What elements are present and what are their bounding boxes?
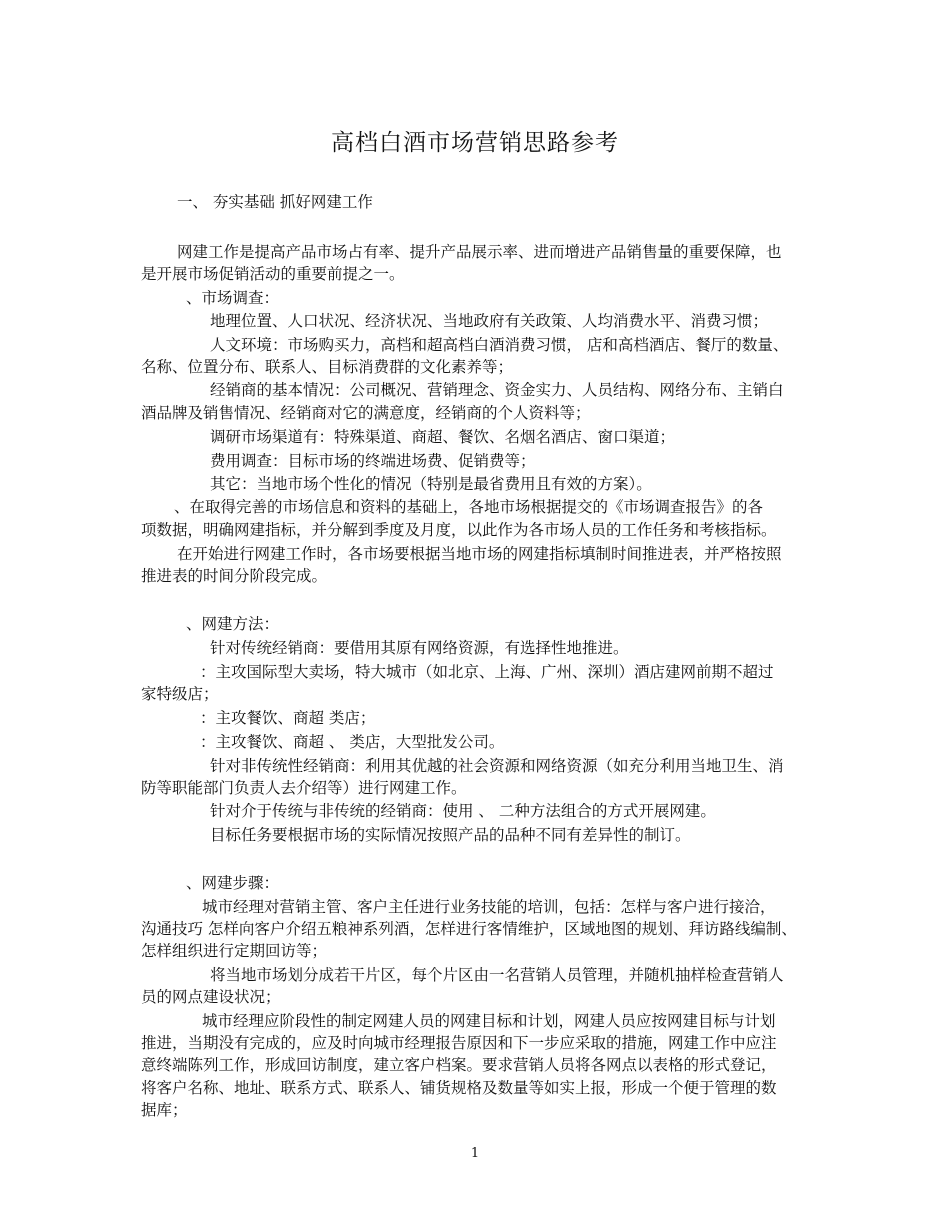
paragraph-line: ：主攻国际型大卖场，特大城市（如北京、上海、广州、深圳）酒店建网前期不超过 bbox=[200, 663, 774, 681]
subheading-market-survey: 、市场调查： bbox=[186, 289, 280, 307]
paragraph-line: 城市经理应阶段性的制定网建人员的网建目标和计划，网建人员应按网建目标与计划 bbox=[202, 1012, 776, 1030]
paragraph-line: 在开始进行网建工作时，各市场要根据当地市场的网建指标填制时间推进表，并严格按照 bbox=[177, 545, 782, 563]
paragraph-line: 针对传统经销商：要借用其原有网络资源，有选择性地推进。 bbox=[210, 639, 629, 657]
paragraph-line: 怎样组织进行定期回访等； bbox=[141, 942, 328, 960]
paragraph-line: 名称、位置分布、联系人、目标消费群的文化素养等； bbox=[141, 358, 514, 376]
paragraph-line: 费用调查：目标市场的终端进场费、促销费等； bbox=[210, 452, 536, 470]
paragraph-line: 针对介于传统与非传统的经销商：使用 、 二种方法组合的方式开展网建。 bbox=[210, 802, 716, 820]
paragraph-line: 调研市场渠道有：特殊渠道、商超、餐饮、名烟名酒店、窗口渠道； bbox=[210, 428, 676, 446]
paragraph-line: 针对非传统性经销商：利用其优越的社会资源和网络资源（如充分利用当地卫生、消 bbox=[210, 757, 784, 775]
paragraph-line: 、在取得完善的市场信息和资料的基础上，各地市场根据提交的《市场调查报告》的各 bbox=[174, 498, 764, 516]
subheading-network-steps: 、网建步骤： bbox=[186, 874, 280, 892]
paragraph-line: 推进，当期没有完成的，应及时向城市经理报告原因和下一步应采取的措施，网建工作中应注 bbox=[141, 1034, 777, 1052]
paragraph-line: 推进表的时间分阶段完成。 bbox=[141, 567, 328, 585]
paragraph-line: 地理位置、人口状况、经济状况、当地政府有关政策、人均消费水平、消费习惯； bbox=[210, 312, 769, 330]
document-title: 高档白酒市场营销思路参考 bbox=[331, 130, 619, 156]
paragraph-line: 项数据，明确网建指标，并分解到季度及月度，以此作为各市场人员的工作任务和考核指标。 bbox=[141, 521, 777, 539]
paragraph-line: 人文环境：市场购买力，高档和超高档白酒消费习惯， 店和高档酒店、餐厅的数量、 bbox=[210, 336, 789, 354]
paragraph-line: 是开展市场促销活动的重要前提之一。 bbox=[141, 265, 405, 283]
paragraph-line: 沟通技巧 怎样向客户介绍五粮神系列酒，怎样进行客情维护，区域地图的规划、拜访路线编制、 bbox=[141, 920, 797, 938]
paragraph-line: 将当地市场划分成若干片区，每个片区由一名营销人员管理，并随机抽样检查营销人 bbox=[210, 966, 784, 984]
section-heading: 一、 夯实基础 抓好网建工作 bbox=[177, 193, 373, 211]
paragraph-line: 员的网点建设状况； bbox=[141, 988, 281, 1006]
subheading-network-method: 、网建方法： bbox=[186, 615, 280, 633]
paragraph-line: ：主攻餐饮、商超 类店； bbox=[200, 709, 376, 727]
paragraph-line: 酒品牌及销售情况、经销商对它的满意度，经销商的个人资料等； bbox=[141, 404, 591, 422]
paragraph-line: ：主攻餐饮、商超 、 类店，大型批发公司。 bbox=[200, 733, 505, 751]
paragraph-line: 将客户名称、地址、联系方式、联系人、铺货规格及数量等如实上报，形成一个便于管理的数 bbox=[141, 1079, 777, 1097]
paragraph-line: 经销商的基本情况：公司概况、营销理念、资金实力、人员结构、网络分布、主销白 bbox=[210, 381, 784, 399]
paragraph-line: 网建工作是提高产品市场占有率、提升产品展示率、进而增进产品销售量的重要保障，也 bbox=[177, 243, 782, 261]
paragraph-line: 其它：当地市场个性化的情况（特别是最省费用且有效的方案）。 bbox=[210, 475, 652, 493]
paragraph-line: 家特级店； bbox=[141, 685, 219, 703]
paragraph-line: 目标任务要根据市场的实际情况按照产品的品种不同有差异性的制订。 bbox=[210, 826, 691, 844]
paragraph-line: 城市经理对营销主管、客户主任进行业务技能的培训，包括：怎样与客户进行接洽， bbox=[202, 898, 776, 916]
page-number: 1 bbox=[470, 1146, 480, 1161]
paragraph-line: 意终端陈列工作，形成回访制度，建立客户档案。要求营销人员将各网点以表格的形式登记， bbox=[141, 1056, 777, 1074]
paragraph-line: 据库； bbox=[141, 1101, 188, 1119]
paragraph-line: 防等职能部门负责人去介绍等）进行网建工作。 bbox=[141, 779, 467, 797]
